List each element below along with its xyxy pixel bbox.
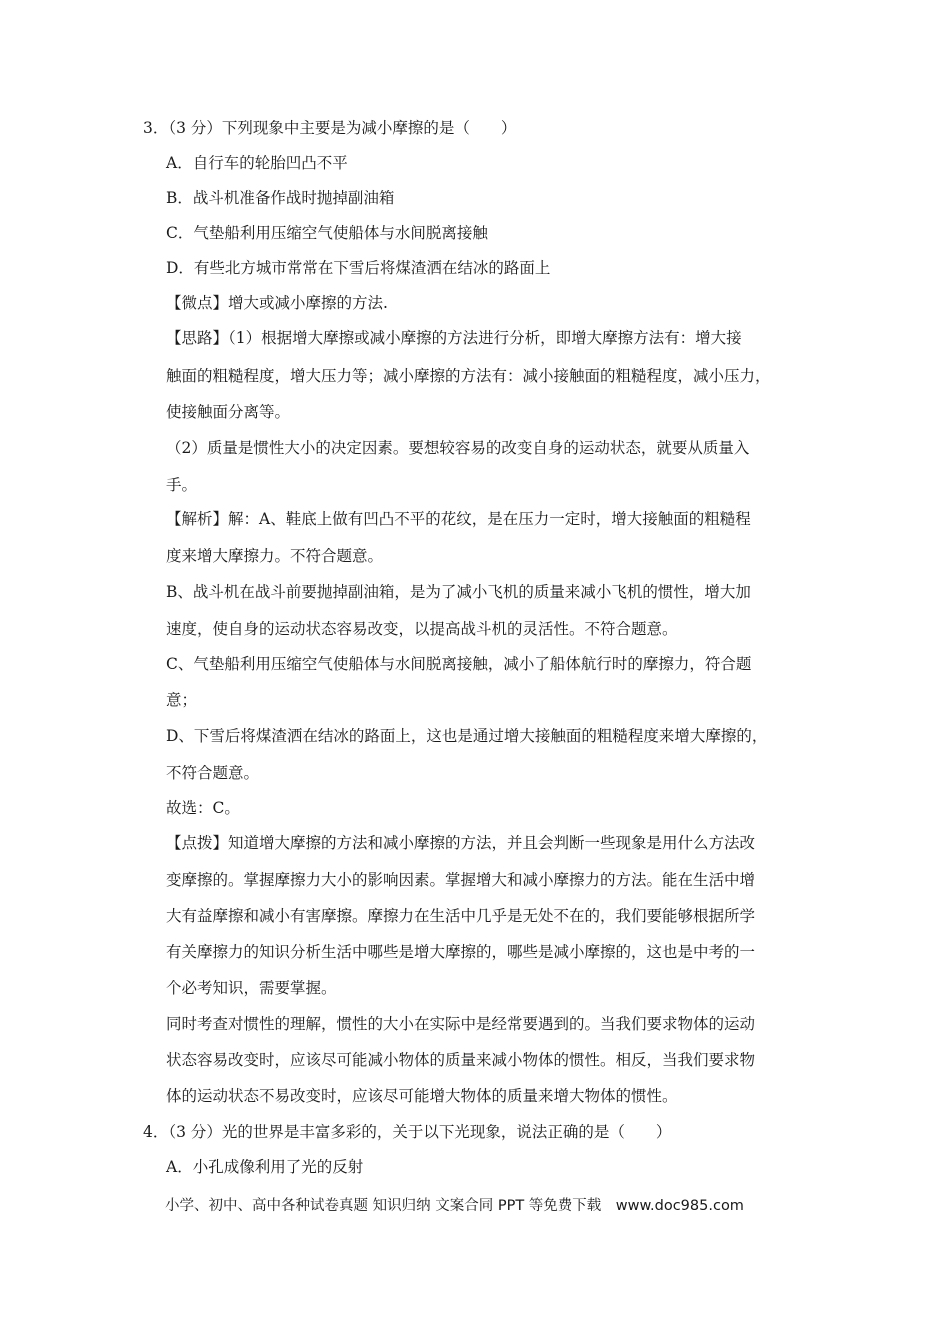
q3-silu-line-1: 【思路】（1）根据增大摩擦或减小摩擦的方法进行分析，即增大摩擦方法有：增大接 <box>166 329 742 347</box>
q3-weidian: 【微点】增大或减小摩擦的方法. <box>166 294 388 312</box>
q3-jiexi-line-2: 度来增大摩擦力。不符合题意。 <box>166 547 384 565</box>
q3-stem: 3．（3 分）下列现象中主要是为减小摩擦的是（ ） <box>143 119 517 137</box>
q3-dianbo-line-4: 有关摩擦力的知识分析生活中哪些是增大摩擦的，哪些是减小摩擦的，这也是中考的一 <box>166 943 756 961</box>
q3-silu-line-2: 触面的粗糙程度，增大压力等；减小摩擦的方法有：减小接触面的粗糙程度，减小压力， <box>166 367 771 385</box>
q3-dianbo-line-5: 个必考知识，需要掌握。 <box>166 979 337 997</box>
q3-option-d: D．有些北方城市常常在下雪后将煤渣洒在结冰的路面上 <box>166 259 551 277</box>
q3-dianbo-line-7: 状态容易改变时，应该尽可能减小物体的质量来减小物体的惯性。相反，当我们要求物 <box>166 1051 756 1069</box>
q3-jiexi-line-5: C、气垫船利用压缩空气使船体与水间脱离接触，减小了船体航行时的摩擦力，符合题 <box>166 655 752 673</box>
q3-silu-line-3: 使接触面分离等。 <box>166 403 291 421</box>
q3-option-c: C．气垫船利用压缩空气使船体与水间脱离接触 <box>166 224 488 242</box>
q3-dianbo-line-1: 【点拨】知道增大摩擦的方法和减小摩擦的方法，并且会判断一些现象是用什么方法改 <box>166 834 756 852</box>
q3-jiexi-line-1: 【解析】解：A、鞋底上做有凹凸不平的花纹，是在压力一定时，增大接触面的粗糙程 <box>166 510 751 528</box>
q3-silu-line-5: 手。 <box>166 476 198 494</box>
q3-jiexi-line-7: D、下雪后将煤渣洒在结冰的路面上，这也是通过增大接触面的粗糙程度来增大摩擦的， <box>166 727 768 745</box>
q3-dianbo-line-8: 体的运动状态不易改变时，应该尽可能增大物体的质量来增大物体的惯性。 <box>166 1087 678 1105</box>
q3-dianbo-line-2: 变摩擦的。掌握摩擦力大小的影响因素。掌握增大和减小摩擦力的方法。能在生活中增 <box>166 871 756 889</box>
q3-answer: 故选：C。 <box>166 799 240 817</box>
q4-stem: 4．（3 分）光的世界是丰富多彩的，关于以下光现象，说法正确的是（ ） <box>143 1123 672 1141</box>
q3-jiexi-line-3: B、战斗机在战斗前要抛掉副油箱，是为了减小飞机的质量来减小飞机的惯性，增大加 <box>166 583 751 601</box>
q4-option-a: A．小孔成像利用了光的反射 <box>166 1158 364 1176</box>
page-footer: 小学、初中、高中各种试卷真题 知识归纳 文案合同 PPT 等免费下载 www.doc985.com <box>165 1198 744 1214</box>
q3-jiexi-line-6: 意； <box>166 691 198 709</box>
q3-dianbo-line-3: 大有益摩擦和减小有害摩擦。摩擦力在生活中几乎是无处不在的，我们要能够根据所学 <box>166 907 756 925</box>
q3-silu-line-4: （2）质量是惯性大小的决定因素。要想较容易的改变自身的运动状态，就要从质量入 <box>166 439 750 457</box>
q3-jiexi-line-4: 速度，使自身的运动状态容易改变，以提高战斗机的灵活性。不符合题意。 <box>166 620 678 638</box>
q3-jiexi-line-8: 不符合题意。 <box>166 764 260 782</box>
q3-dianbo-line-6: 同时考查对惯性的理解，惯性的大小在实际中是经常要遇到的。当我们要求物体的运动 <box>166 1015 756 1033</box>
q3-option-a: A．自行车的轮胎凹凸不平 <box>166 154 348 172</box>
q3-option-b: B．战斗机准备作战时抛掉副油箱 <box>166 189 395 207</box>
